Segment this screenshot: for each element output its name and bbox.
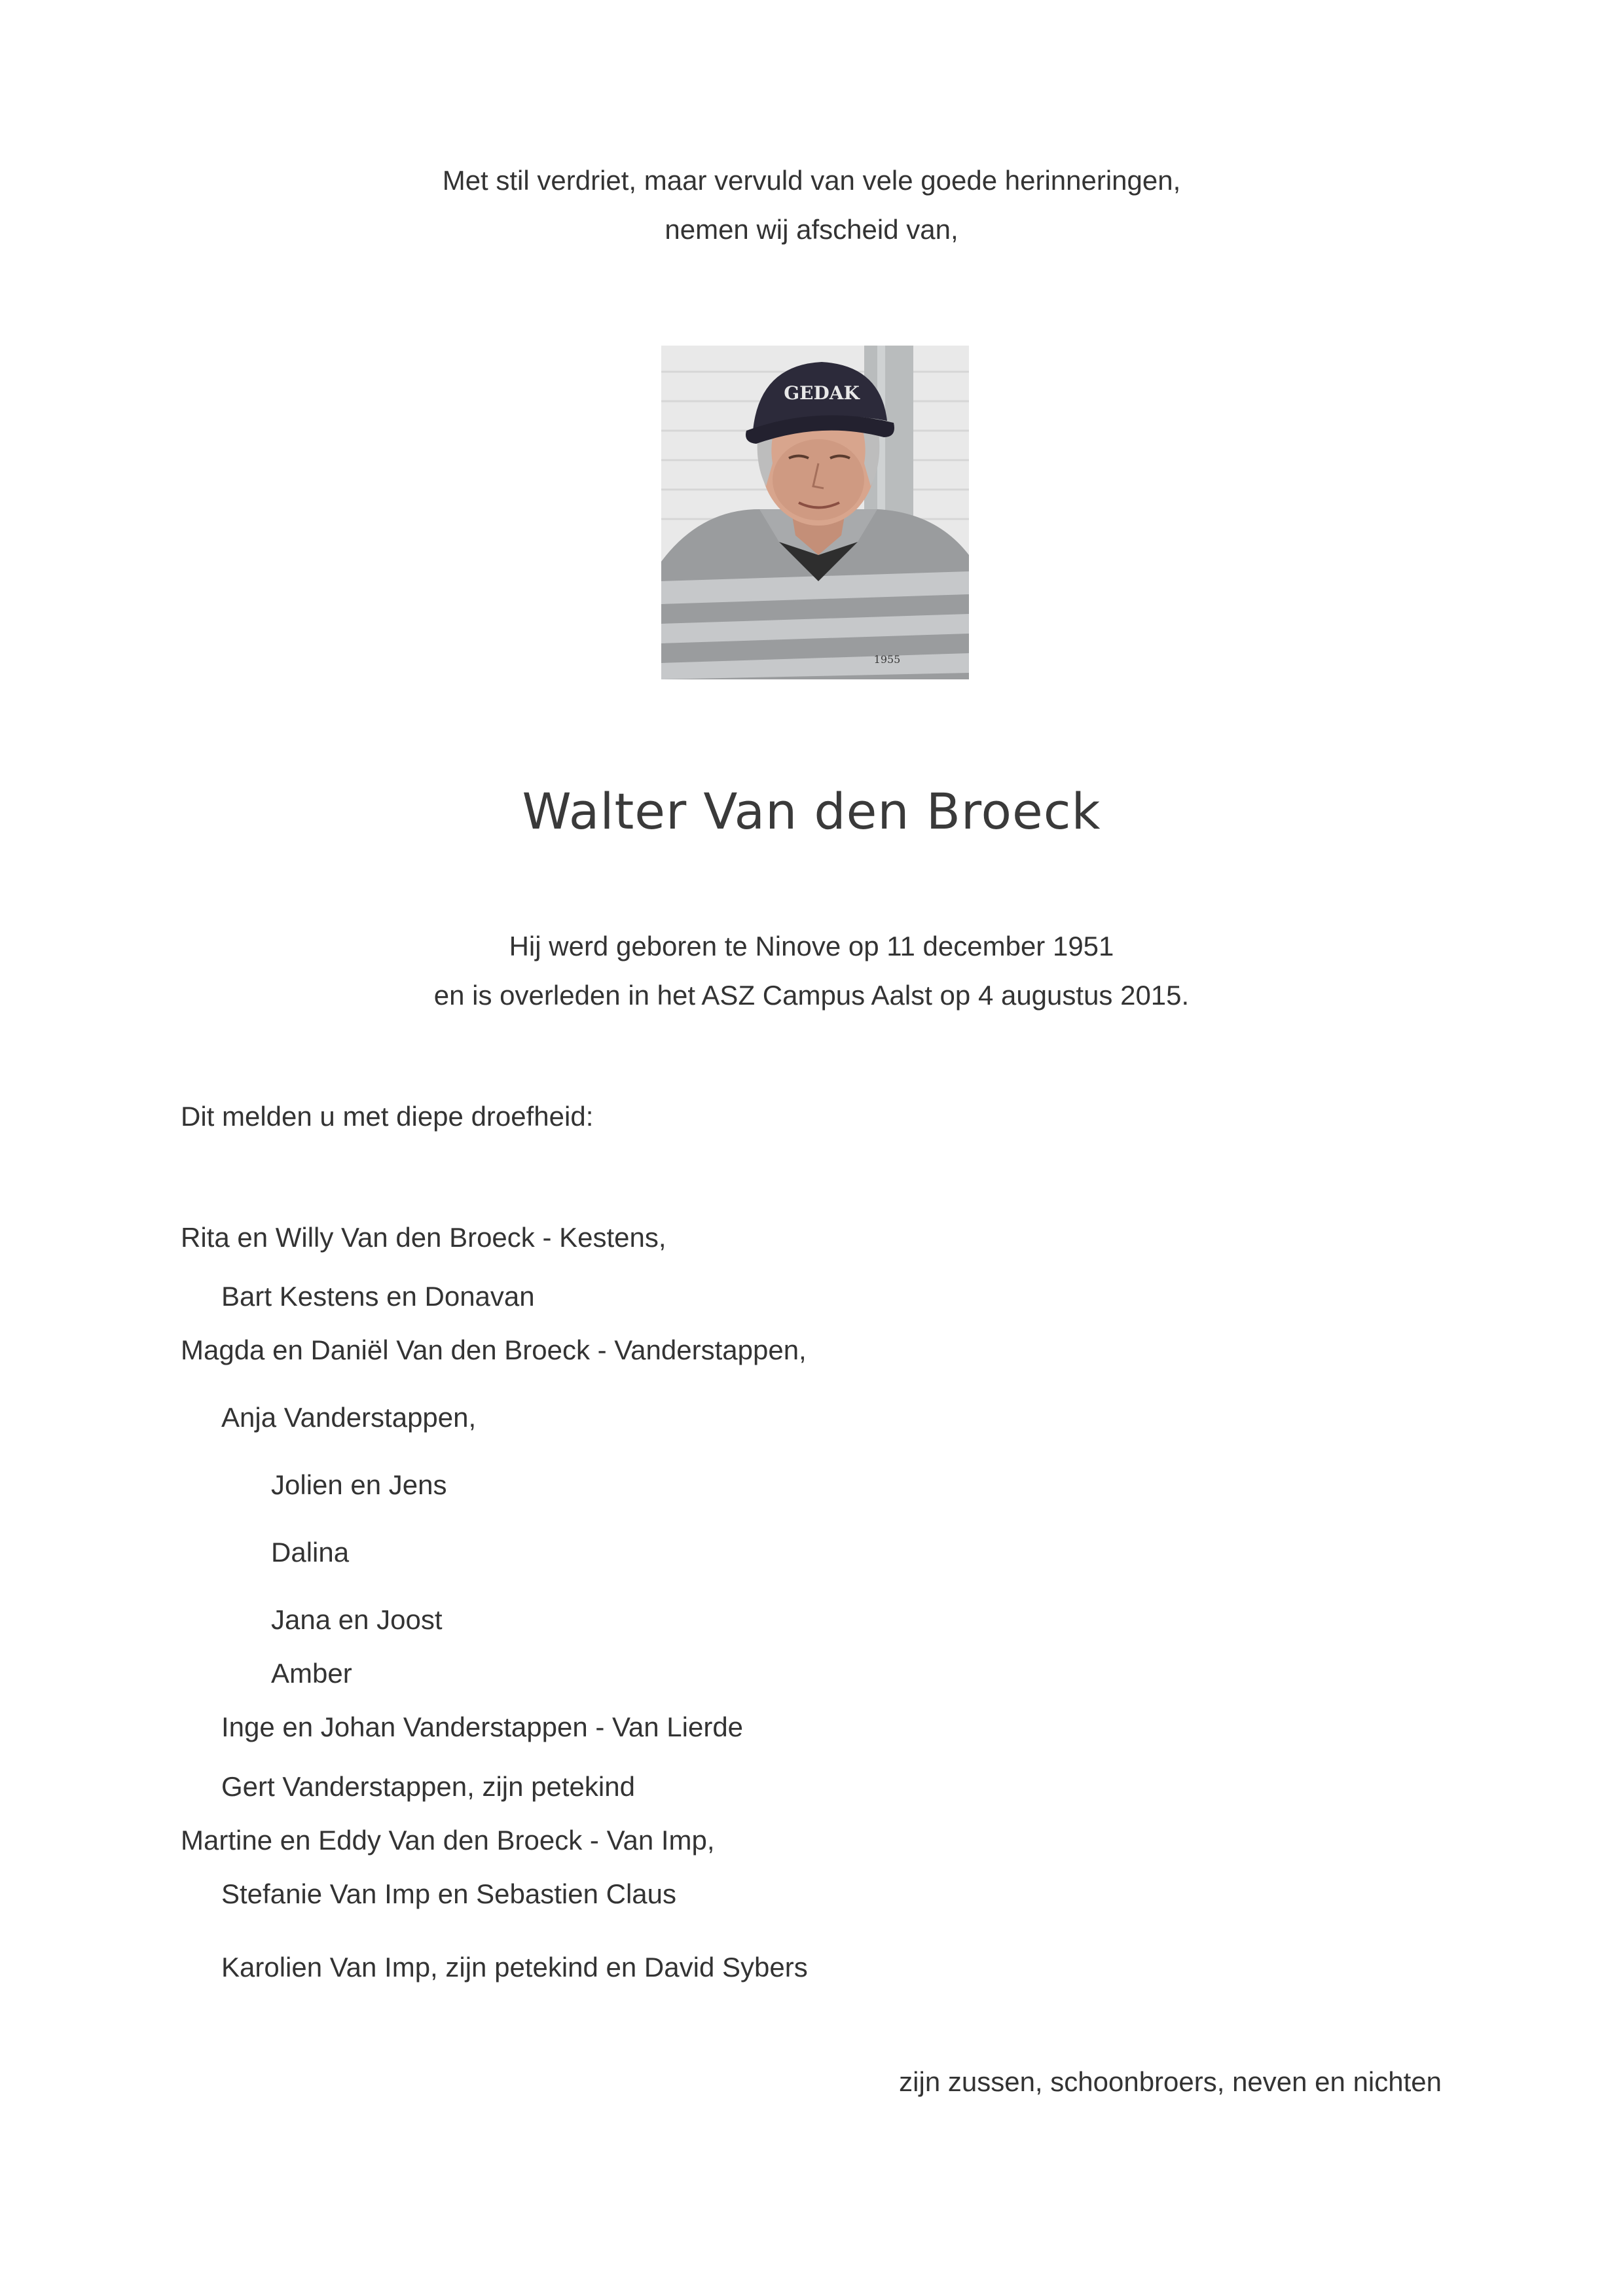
family-member: Amber [271, 1658, 352, 1689]
family-member: Rita en Willy Van den Broeck - Kestens, [181, 1222, 666, 1253]
deceased-name: Walter Van den Broeck [522, 782, 1101, 840]
family-member: Jana en Joost [271, 1604, 443, 1635]
portrait-photo [661, 346, 969, 679]
family-member: Anja Vanderstappen, [221, 1402, 477, 1433]
family-member: Karolien Van Imp, zijn petekind en David Sybers [221, 1952, 808, 1982]
birth-line: Hij werd geboren te Ninove op 11 december 1951 [509, 931, 1114, 961]
intro-line-2: nemen wij afscheid van, [665, 214, 958, 245]
portrait-illustration [661, 346, 969, 679]
family-member: Dalina [271, 1537, 350, 1568]
family-member: Martine en Eddy Van den Broeck - Van Imp, [181, 1825, 715, 1856]
intro-line-1: Met stil verdriet, maar vervuld van vele goede herinneringen, [442, 165, 1181, 196]
shirt-print-text: 1955 [873, 653, 901, 666]
cap-logo-text: GEDAK [784, 382, 860, 404]
family-member: Bart Kestens en Donavan [221, 1281, 535, 1312]
family-member: Stefanie Van Imp en Sebastien Claus [221, 1878, 676, 1909]
family-member: Jolien en Jens [271, 1469, 447, 1500]
family-member: Inge en Johan Vanderstappen - Van Lierde [221, 1712, 744, 1742]
closing-line: zijn zussen, schoonbroers, neven en nichten [899, 2066, 1442, 2097]
family-member: Gert Vanderstappen, zijn petekind [221, 1771, 635, 1802]
death-line: en is overleden in het ASZ Campus Aalst op 4 augustus 2015. [433, 980, 1190, 1011]
family-member: Magda en Daniël Van den Broeck - Vanderstappen, [181, 1335, 807, 1365]
announcement: Dit melden u met diepe droefheid: [181, 1101, 594, 1132]
